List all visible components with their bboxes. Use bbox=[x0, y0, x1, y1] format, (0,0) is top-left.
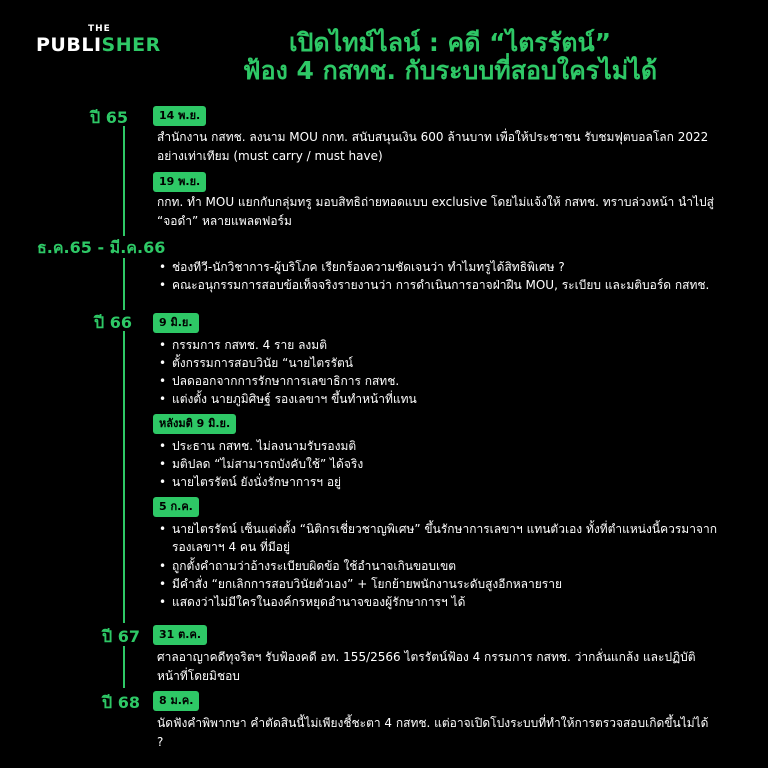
timeline-line-dec bbox=[123, 258, 125, 310]
timeline-line-65 bbox=[123, 126, 125, 236]
event-19-nov: กกท. ทำ MOU แยกกับกลุ่มทรู มอบสิทธิถ่ายทอดแบบ exclusive โดยไม่แจ้งให้ กสทช. ทราบล่วงหน้า นำไปสู่ “จอดำ” หลายแพลตฟอร์ม bbox=[157, 195, 714, 228]
list-item: • นายไตรรัตน์ ยังนั่งรักษาการฯ อยู่ bbox=[159, 475, 342, 489]
year-65: ปี 65 bbox=[90, 108, 128, 127]
list-item: • แต่งตั้ง นายภูมิศิษฐ์ รองเลขาฯ ขึ้นทำหน้าที่แทน bbox=[159, 392, 417, 406]
list-item: • นายไตรรัตน์ เซ็นแต่งตั้ง “นิติกรเชี่ยวชาญพิเศษ” ขึ้นรักษาการเลขาฯ แทนตัวเอง ทั้งที่ตำแหน่งนี้ควรมาจาก รองเลขาฯ 4 คน ที่มีอยู่ bbox=[159, 522, 717, 554]
period-dec-65-mar-66: ธ.ค.65 - มี.ค.66 bbox=[37, 238, 166, 257]
year-66: ปี 66 bbox=[94, 313, 132, 332]
date-badge-9-jun: 9 มิ.ย. bbox=[153, 313, 199, 333]
list-item: • แสดงว่าไม่มีใครในองค์กรหยุดอำนาจของผู้รักษาการฯ ได้ bbox=[159, 595, 466, 609]
date-badge-5-jul: 5 ก.ค. bbox=[153, 497, 199, 517]
list-item: • ตั้งกรรมการสอบวินัย “นายไตรรัตน์ bbox=[159, 356, 354, 370]
list-item: • ปลดออกจากการรักษาการเลขาธิการ กสทช. bbox=[159, 374, 400, 388]
timeline-line-66 bbox=[123, 331, 125, 623]
list-item: • คณะอนุกรรมการสอบข้อเท็จจริงรายงานว่า การดำเนินการอาจฝ่าฝืน MOU, ระเบียบ และมติบอร์ด กสทช. bbox=[159, 278, 710, 292]
year-67: ปี 67 bbox=[102, 627, 140, 646]
event-8-jan: นัดฟังคำพิพากษา คำตัดสินนี้ไม่เพียงชี้ชะตา 4 กสทช. แต่อาจเปิดโปงระบบที่ทำให้การตรวจสอบเกิดขึ้นไม่ได้ ? bbox=[157, 716, 709, 749]
date-badge-19-nov: 19 พ.ย. bbox=[153, 172, 206, 192]
list-item: • มติปลด “ไม่สามารถบังคับใช้” ได้จริง bbox=[159, 457, 364, 471]
list-item: • ช่องทีวี-นักวิชาการ-ผู้บริโภค เรียกร้องความชัดเจนว่า ทำไมทรูได้สิทธิพิเศษ ? bbox=[159, 260, 565, 274]
list-item: • กรรมการ กสทช. 4 ราย ลงมติ bbox=[159, 338, 327, 352]
timeline-line-67 bbox=[123, 646, 125, 688]
event-31-oct: ศาลอาญาคดีทุจริตฯ รับฟ้องคดี อท. 155/2566 ไตรรัตน์ฟ้อง 4 กรรมการ กสทช. ว่ากลั่นแกล้ง และปฏิบัติหน้าที่โดยมิชอบ bbox=[157, 650, 696, 683]
date-badge-31-oct: 31 ต.ค. bbox=[153, 625, 207, 645]
date-badge-14-nov: 14 พ.ย. bbox=[153, 106, 206, 126]
logo-publi: PUBLI bbox=[36, 34, 102, 56]
headline-line-1: เปิดไทม์ไลน์ : คดี “ไตรรัตน์” bbox=[288, 28, 612, 57]
year-68: ปี 68 bbox=[102, 693, 140, 712]
logo-the: THE bbox=[88, 24, 111, 34]
headline-line-2: ฟ้อง 4 กสทช. กับระบบที่สอบใครไม่ได้ bbox=[242, 56, 658, 85]
logo-wordmark bbox=[36, 34, 161, 56]
logo-sher: SHER bbox=[101, 34, 161, 56]
list-item: • ประธาน กสทช. ไม่ลงนามรับรองมติ bbox=[159, 439, 357, 453]
list-item: • ถูกตั้งคำถามว่าอ้างระเบียบผิดข้อ ใช้อำนาจเกินขอบเขต bbox=[159, 559, 457, 573]
list-item: • มีคำสั่ง “ยกเลิกการสอบวินัยตัวเอง” + โยกย้ายพนักงานระดับสูงอีกหลายราย bbox=[159, 577, 563, 591]
event-14-nov: สำนักงาน กสทช. ลงนาม MOU กกท. สนับสนุนเงิน 600 ล้านบาท เพื่อให้ประชาชน รับชมฟุตบอลโลก 2022 อย่างเท่าเทียม (must carry / must have) bbox=[157, 130, 709, 163]
date-badge-after-9-jun: หลังมติ 9 มิ.ย. bbox=[153, 414, 236, 434]
date-badge-8-jan: 8 ม.ค. bbox=[153, 691, 199, 711]
